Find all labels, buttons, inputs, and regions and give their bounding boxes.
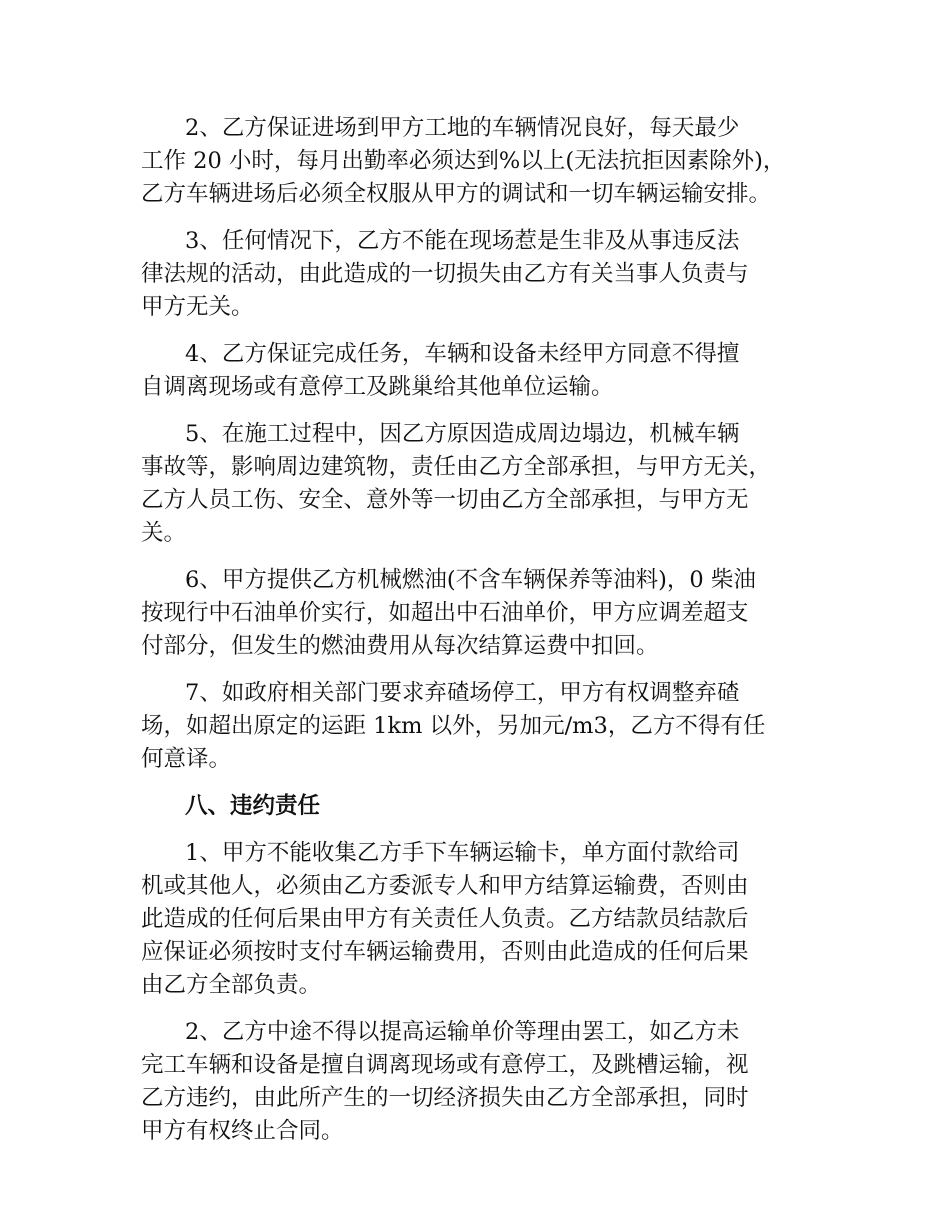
clause-line: 7、如政府相关部门要求弃碴场停工，甲方有权调整弃碴 xyxy=(185,680,740,706)
clause-line: 此造成的任何后果由甲方有关责任人负责。乙方结款员结款后 xyxy=(141,906,749,932)
clause-line: 自调离现场或有意停工及跳巢给其他单位运输。 xyxy=(141,374,614,400)
clause-line: 场，如超出原定的运距 1km 以外，另加元/m3，乙方不得有任 xyxy=(141,713,766,739)
clause-line: 关。 xyxy=(141,520,187,546)
clause-line: 乙方车辆进场后必须全权服从甲方的调试和一切车辆运输安排。 xyxy=(141,181,772,207)
clause-line: 事故等，影响周边建筑物，责任由乙方全部承担，与甲方无关， xyxy=(141,454,772,480)
clause-line: 2、乙方保证进场到甲方工地的车辆情况良好，每天最少 xyxy=(185,115,740,141)
clause-line: 由乙方全部负责。 xyxy=(141,972,322,998)
clause-line: 4、乙方保证完成任务，车辆和设备未经甲方同意不得擅 xyxy=(185,341,740,367)
clause-line: 工作 20 小时，每月出勤率必须达到%以上(无法抗拒因素除外)， xyxy=(141,148,786,174)
clause-line: 完工车辆和设备是擅自调离现场或有意停工，及跳槽运输，视 xyxy=(141,1052,749,1078)
clause-line: 5、在施工过程中，因乙方原因造成周边塌边，机械车辆 xyxy=(185,421,740,447)
clause-7-4 xyxy=(141,338,831,404)
clause-line: 1、甲方不能收集乙方手下车辆运输卡，单方面付款给司 xyxy=(185,840,740,866)
clause-7-3 xyxy=(141,225,831,324)
clause-7-6 xyxy=(141,564,831,663)
clause-line: 3、任何情况下，乙方不能在现场惹是生非及从事违反法 xyxy=(185,228,740,254)
clause-line: 机或其他人，必须由乙方委派专人和甲方结算运输费，否则由 xyxy=(141,873,749,899)
clause-7-5 xyxy=(141,418,831,550)
clause-line: 乙方违约，由此所产生的一切经济损失由乙方全部承担，同时 xyxy=(141,1085,749,1111)
clause-line: 乙方人员工伤、安全、意外等一切由乙方全部承担，与甲方无 xyxy=(141,487,749,513)
clause-8-1 xyxy=(141,837,831,1002)
clause-line: 律法规的活动，由此造成的一切损失由乙方有关当事人负责与 xyxy=(141,261,749,287)
clause-line: 6、甲方提供乙方机械燃油(不含车辆保养等油料)，0 柴油 xyxy=(185,567,756,593)
document-body xyxy=(141,112,831,1162)
clause-line: 甲方无关。 xyxy=(141,294,254,320)
clause-line: 2、乙方中途不得以提高运输单价等理由罢工，如乙方未 xyxy=(185,1019,740,1045)
clause-line: 甲方有权终止合同。 xyxy=(141,1118,344,1144)
clause-line: 应保证必须按时支付车辆运输费用，否则由此造成的任何后果 xyxy=(141,939,749,965)
clause-line: 付部分，但发生的燃油费用从每次结算运费中扣回。 xyxy=(141,633,659,659)
clause-7-7 xyxy=(141,677,831,776)
clause-8-2 xyxy=(141,1016,831,1148)
clause-7-2 xyxy=(141,112,831,211)
section-heading-breach-liability: 八、违约责任 xyxy=(185,793,321,819)
clause-line: 何意译。 xyxy=(141,746,232,772)
clause-line: 按现行中石油单价实行，如超出中石油单价，甲方应调差超支 xyxy=(141,600,749,626)
